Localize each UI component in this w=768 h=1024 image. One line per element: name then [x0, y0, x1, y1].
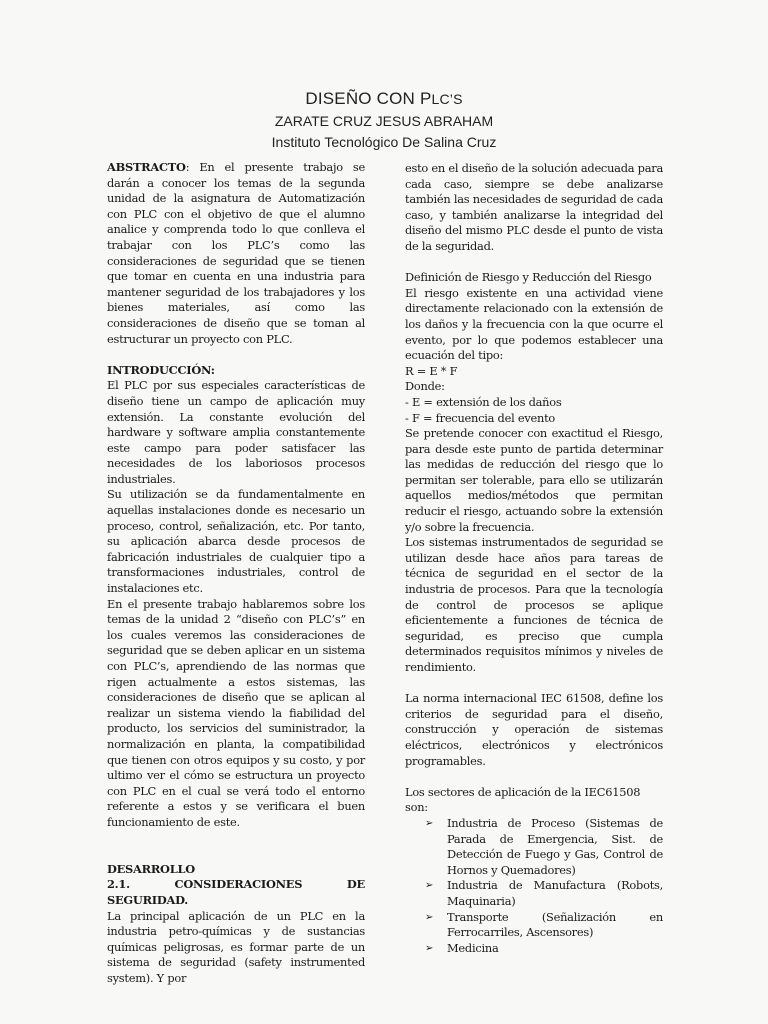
sectores-intro: Los sectores de aplicación de la IEC61508 son:	[405, 784, 641, 815]
desarrollo-heading: DESARROLLO	[107, 861, 195, 876]
risk-paragraph-1: El riesgo existente en una actividad viene directamente relacionado con la extensión de los daños y la frecuencia con la que ocurre el evento, por lo que podemos establecer una ecuación del tipo:	[405, 285, 663, 363]
paper-title: DISEÑO CON PLC’S	[305, 89, 463, 108]
risk-formula: R = E * F	[405, 363, 458, 378]
abstract-text: : En el presente trabajo se darán a conocer los temas de la segunda unidad de la asignatura de Automatización con PLC con el objetivo de que el alumno analice y comprenda todo lo que conlleva el trabajar con los PLC’s como las consideraciones de seguridad que se tienen que tomar en cuenta en una industria para mantener seguridad de los trabajadores y los bienes materiales, así como las consideraciones de diseño que se toman al estructurar un proyecto con PLC.	[107, 160, 365, 346]
right-column	[405, 161, 663, 956]
risk-heading: Definición de Riesgo y Reducción del Riesgo	[405, 270, 652, 285]
sectores-list	[405, 816, 663, 956]
arrow-bullet-icon: ➢	[425, 880, 434, 892]
section-paragraph-1: La principal aplicación de un PLC en la industria petro-químicas y de sustancias químicas peligrosas, es formar parte de un sistema de seguridad (safety instrumented system). Y por	[107, 908, 365, 985]
abstract	[107, 160, 365, 347]
intro-heading: INTRODUCCIÓN:	[107, 362, 215, 377]
norma-paragraph: La norma internacional IEC 61508, define los criterios de seguridad para el diseño, construcción y operación de sistemas eléctricos, electrónicos y electrónicos programables.	[405, 691, 663, 768]
continued-paragraph: esto en el diseño de la solución adecuada para cada caso, siempre se debe analizarse también las necesidades de seguridad de cada caso, y también analizarse la integridad del diseño del mismo PLC desde el punto de vista de la seguridad.	[405, 161, 663, 253]
left-column	[107, 160, 365, 986]
abstract-label: ABSTRACTO	[107, 160, 186, 174]
section-heading: 2.1. CONSIDERACIONES DE SEGURIDAD.	[107, 877, 365, 907]
donde-label: Donde:	[405, 379, 445, 394]
list-item: ➢ Industria de Proceso (Sistemas de Parada de Emergencia, Sist. de Detección de Fuego y Gas, Control de Hornos y Quemadores)	[425, 815, 663, 877]
author-name: ZARATE CRUZ JESUS ABRAHAM	[274, 113, 494, 129]
arrow-bullet-icon: ➢	[425, 817, 434, 829]
paper-header	[0, 88, 768, 152]
list-item: ➢ Medicina	[425, 940, 499, 955]
risk-paragraph-3: Los sistemas instrumentados de seguridad se utilizan desde hace años para tareas de técnica de seguridad en el sector de la industria de procesos. Para que la tecnología de control de procesos se aplique eficientemente a funciones de técnica de seguridad, es preciso que cumpla determinados requisitos mínimos y niveles de rendimiento.	[405, 535, 663, 674]
list-item: ➢ Transporte (Señalización en Ferrocarriles, Ascensores)	[425, 909, 663, 940]
arrow-bullet-icon: ➢	[425, 911, 434, 923]
arrow-bullet-icon: ➢	[425, 942, 434, 954]
affiliation: Instituto Tecnológico De Salina Cruz	[271, 134, 497, 150]
definition-e: - E = extensión de los daños	[405, 394, 562, 409]
list-item: ➢ Industria de Manufactura (Robots, Maquinaria)	[425, 878, 663, 908]
intro-paragraph-3: En el presente trabajo hablaremos sobre los temas de la unidad 2 “diseño con PLC’s” en los cuales veremos las consideraciones de seguridad que se deben aplicar en un sistema con PLC’s, aprendiendo de las normas que rigen actualmente a estos sistemas, las consideraciones de diseño que se aplican al realizar un sistema viendo la fiabilidad del producto, los servicios del suministrador, la normalización en planta, la compatibilidad que tienen con otros equipos y su costo, y por ultimo ver el cómo se estructura un proyecto con PLC en el cual se verá todo el entorno referente a estos y se verificara el buen funcionamiento de este.	[107, 596, 365, 829]
intro-paragraph-2: Su utilización se da fundamentalmente en aquellas instalaciones donde es necesario un proceso, control, señalización, etc. Por tanto, su aplicación abarca desde procesos de fabricación industriales de cualquier tipo a transformaciones industriales, control de instalaciones etc.	[107, 487, 365, 596]
risk-paragraph-2: Se pretende conocer con exactitud el Riesgo, para desde este punto de partida determinar las medidas de reducción del riesgo que lo permitan ser tolerable, para ello se utilizarán aquellos medios/métodos que permitan reducir el riesgo, actuando sobre la extensión y/o sobre la frecuencia.	[405, 426, 663, 534]
definition-f: - F = frecuencia del evento	[405, 410, 556, 425]
intro-paragraph-1: El PLC por sus especiales características de diseño tiene un campo de aplicación muy extensión. La constante evolución del hardware y software amplia constantemente este campo para poder satisfacer las necesidades de los laboriosos procesos industriales.	[107, 378, 365, 486]
